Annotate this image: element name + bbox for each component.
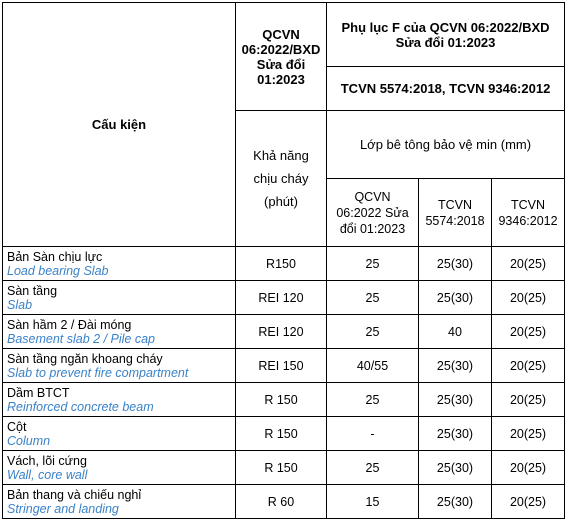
cover-requirements-table [2,2,565,519]
tcvn9346-cover-cell: 20(25) [492,349,565,383]
tcvn9346-cover-cell: 20(25) [492,281,565,315]
component-name-vn: Cột [7,419,27,434]
qcvn-cover-cell: 25 [327,247,419,281]
tcvn9346-cover-cell: 20(25) [492,247,565,281]
qcvn-cover-cell: 25 [327,281,419,315]
table-row [3,349,565,383]
component-header: Cấu kiện [3,3,236,247]
component-name-en: Basement slab 2 / Pile cap [7,331,155,346]
fire-rating-cell: REI 150 [236,349,327,383]
component-name-en: Slab to prevent fire compartment [7,365,189,380]
qcvn-cover-cell: 40/55 [327,349,419,383]
appendix-header: Phụ lục F của QCVN 06:2022/BXD Sửa đổi 01:2023 [327,3,565,67]
component-cell [3,383,236,417]
tcvn9346-cover-cell: 20(25) [492,485,565,519]
component-cell [3,247,236,281]
tcvn5574-cover-cell: 25(30) [419,281,492,315]
component-name-en: Stringer and landing [7,501,119,516]
fire-rating-cell: R150 [236,247,327,281]
col-tcvn5574-header: TCVN 5574:2018 [419,179,492,247]
tcvn9346-cover-cell: 20(25) [492,451,565,485]
qcvn-cover-cell: 25 [327,451,419,485]
table-row [3,315,565,349]
component-name-vn: Bản thang và chiếu nghỉ [7,487,142,502]
component-name-en: Reinforced concrete beam [7,399,154,414]
fire-rating-cell: R 150 [236,451,327,485]
component-name-en: Wall, core wall [7,467,88,482]
tcvn5574-cover-cell: 25(30) [419,247,492,281]
component-name-en: Slab [7,297,33,312]
fire-resistance-header: Khả năng chịu cháy (phút) [236,111,327,247]
tcvn5574-cover-cell: 25(30) [419,485,492,519]
component-cell [3,281,236,315]
qcvn-cover-cell: 25 [327,315,419,349]
tcvn5574-cover-cell: 40 [419,315,492,349]
component-name-en: Load bearing Slab [7,263,109,278]
component-name-vn: Vách, lõi cứng [7,453,87,468]
fire-rating-cell: R 150 [236,383,327,417]
qcvn-cover-cell: 15 [327,485,419,519]
qcvn-cover-cell: - [327,417,419,451]
table-body [3,247,565,519]
table-row [3,451,565,485]
component-name-vn: Sàn tầng [7,283,58,298]
component-name-en: Column [7,433,51,448]
fire-rating-cell: REI 120 [236,315,327,349]
table-row [3,281,565,315]
col-tcvn9346-header: TCVN 9346:2012 [492,179,565,247]
table-row [3,417,565,451]
component-cell [3,451,236,485]
tcvn-header: TCVN 5574:2018, TCVN 9346:2012 [327,67,565,111]
tcvn5574-cover-cell: 25(30) [419,349,492,383]
qcvn-cover-cell: 25 [327,383,419,417]
tcvn9346-cover-cell: 20(25) [492,417,565,451]
qcvn-header: QCVN 06:2022/BXD Sửa đổi 01:2023 [236,3,327,111]
tcvn9346-cover-cell: 20(25) [492,383,565,417]
fire-rating-cell: REI 120 [236,281,327,315]
tcvn9346-cover-cell: 20(25) [492,315,565,349]
tcvn5574-cover-cell: 25(30) [419,383,492,417]
tcvn5574-cover-cell: 25(30) [419,451,492,485]
tcvn5574-cover-cell: 25(30) [419,417,492,451]
component-cell [3,485,236,519]
component-name-vn: Sàn hầm 2 / Đài móng [7,317,132,332]
component-cell [3,349,236,383]
table-row [3,247,565,281]
min-cover-header: Lớp bê tông bảo vệ min (mm) [327,111,565,179]
component-cell [3,417,236,451]
table-row [3,485,565,519]
component-name-vn: Bản Sàn chịu lực [7,249,103,264]
table-row [3,383,565,417]
component-cell [3,315,236,349]
col-qcvn-header: QCVN 06:2022 Sửa đổi 01:2023 [327,179,419,247]
component-name-vn: Sàn tầng ngăn khoang cháy [7,351,163,366]
fire-rating-cell: R 150 [236,417,327,451]
component-name-vn: Dầm BTCT [7,385,70,400]
fire-rating-cell: R 60 [236,485,327,519]
